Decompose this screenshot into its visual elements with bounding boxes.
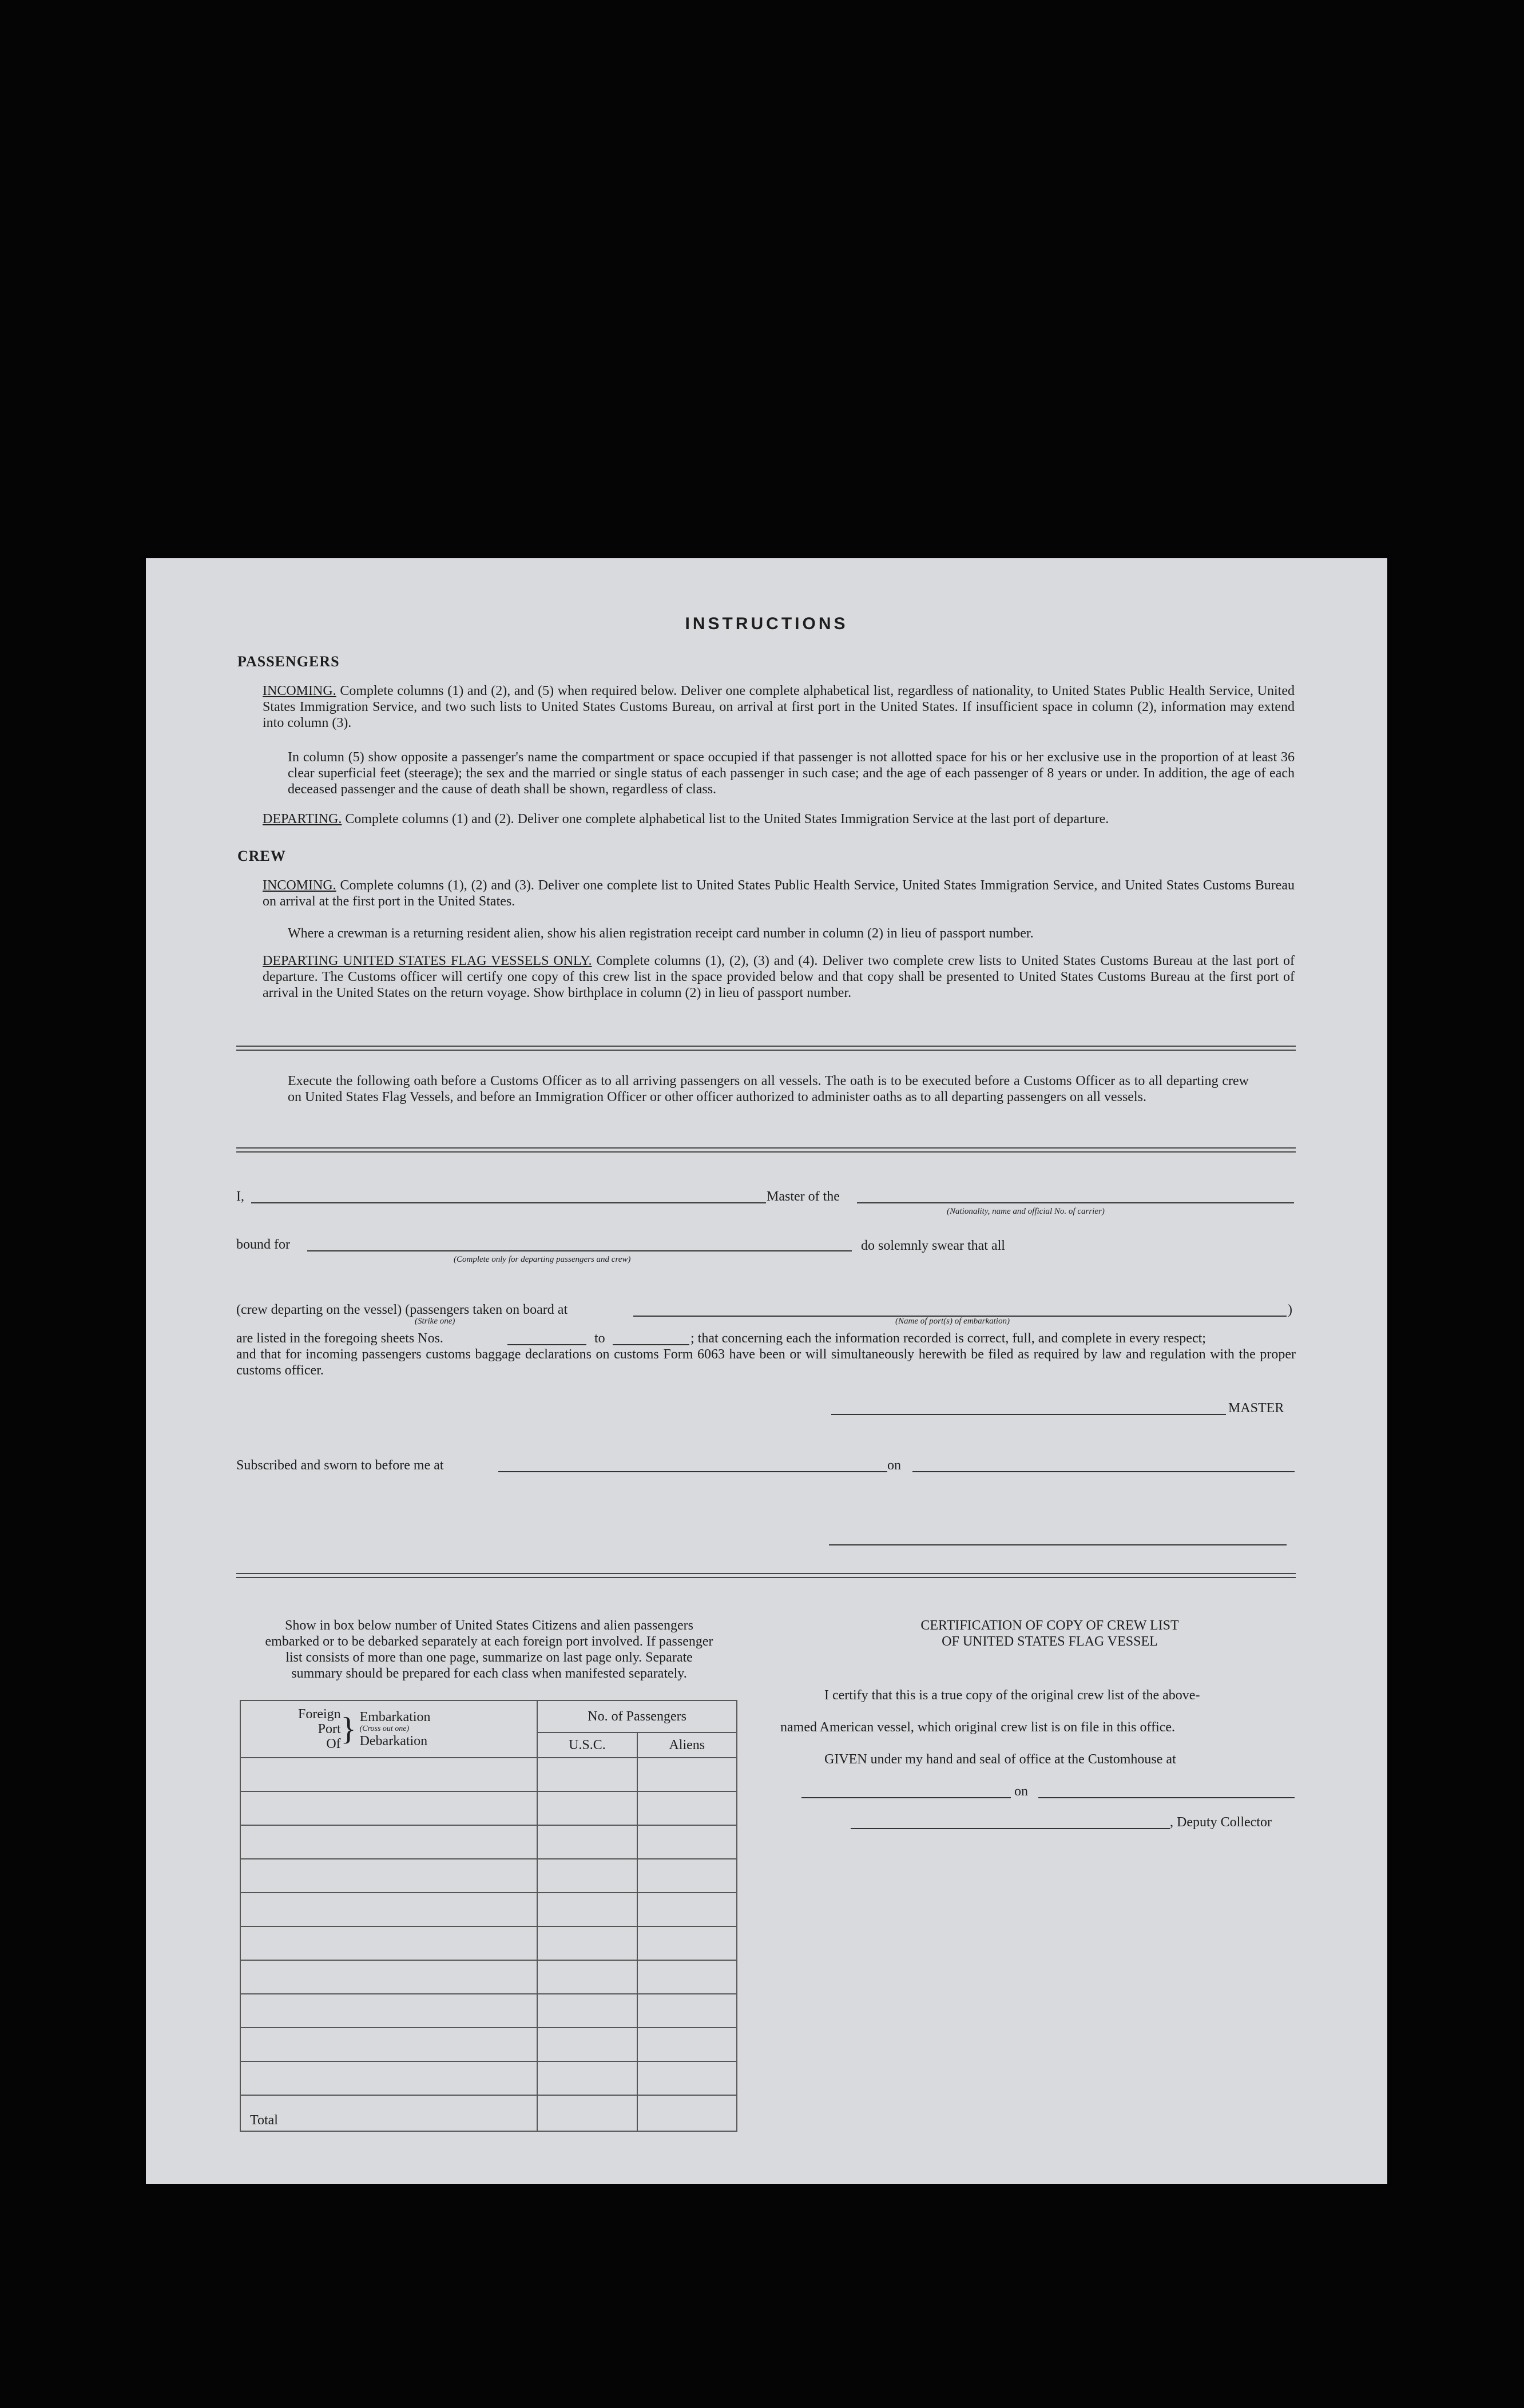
divider [236,1147,1296,1153]
usc-cell[interactable] [537,2061,637,2095]
form-page [146,558,1387,2184]
aliens-cell[interactable] [637,1791,737,1825]
oath-i-label: I, [236,1189,244,1204]
carrier-note: (Nationality, name and official No. of carrier) [947,1207,1105,1216]
sheet-to-field[interactable] [613,1329,689,1345]
table-row [240,2028,737,2061]
port-cell[interactable] [240,1994,537,2028]
usc-total-cell[interactable] [537,2095,637,2131]
divider [236,1046,1296,1051]
certification-text-3: GIVEN under my hand and seal of office at the Customhouse at [824,1752,1176,1767]
usc-cell[interactable] [537,1926,637,1960]
usc-cell[interactable] [537,1994,637,2028]
table-row [240,1994,737,2028]
port-cell[interactable] [240,1859,537,1893]
foreign-label: Foreign [298,1707,341,1722]
oath-on-label: on [887,1458,901,1473]
port-label: Port [318,1722,341,1737]
port-cell[interactable] [240,1791,537,1825]
passengers-incoming-text: Complete columns (1) and (2), and (5) when required below. Deliver one complete alphabetical list, regardless of nationality, to United States Public Health Service, United States Immigration Service, and two such lists to United States Customs Bureau, on arrival at first port in the United States. If insufficient space in column (2), information may extend into column (3). [263,684,1295,730]
certification-on-label: on [1014,1784,1028,1799]
table-row [240,1859,737,1893]
certification-heading-2: OF UNITED STATES FLAG VESSEL [942,1634,1158,1649]
port-cell[interactable] [240,2028,537,2061]
table-row [240,1758,737,1791]
port-cell[interactable] [240,1893,537,1926]
passengers-departing-text: Complete columns (1) and (2). Deliver one complete alphabetical list to the United States Immigration Service at the last port of departure. [345,812,1109,826]
port-cell[interactable] [240,1960,537,1994]
certification-text-2: named American vessel, which original crew list is on file in this office. [780,1720,1176,1735]
oath-listed-b: ; that concerning each the information recorded is correct, full, and complete in every respect; [690,1331,1206,1346]
master-signature-field[interactable] [831,1399,1226,1415]
deputy-label: , Deputy Collector [1170,1815,1272,1830]
embarkation-label: Embarkation [359,1710,431,1724]
of-label: Of [326,1737,341,1751]
embarkation-port-field[interactable] [633,1301,1287,1317]
certification-date-field[interactable] [1038,1782,1295,1798]
crew-departing-text: Complete columns (1), (2), (3) and (4). Deliver two complete crew lists to United States Customs Bureau at the last port of departure. The Customs officer will certify one copy of this crew list in the space provided below and that copy shall be presented to United States Customs Bureau at the first port of arrival in the United States on the return voyage. Show birthplace in column (2) in lieu of passport number. [263,953,1295,1000]
summary-text: Show in box below number of United States Citizens and alien passengers embarked or to be debarked separately at each foreign port involved. If passenger list consists of more than one page, summarize on last page only. Separate summary should be prepared for each class when manifested separately. [265,1618,713,1681]
passengers-departing-lead: DEPARTING. [263,812,342,826]
no-passengers-header: No. of Passengers [537,1700,737,1733]
aliens-cell[interactable] [637,2028,737,2061]
passengers-incoming [263,683,1295,731]
usc-cell[interactable] [537,1960,637,1994]
port-header [240,1700,537,1758]
certification-text-1: I certify that this is a true copy of the original crew list of the above- [824,1688,1200,1703]
table-row [240,1825,737,1859]
certification-heading-1: CERTIFICATION OF COPY OF CREW LIST [920,1618,1179,1633]
crew-resident: Where a crewman is a returning resident alien, show his alien registration receipt card number in column (2) in lieu of passport number. [288,926,1034,941]
port-cell[interactable] [240,1758,537,1791]
oath-subscribed: Subscribed and sworn to before me at [236,1458,444,1473]
table-row [240,1960,737,1994]
oath-listed-a: are listed in the foregoing sheets Nos. [236,1331,443,1346]
usc-cell[interactable] [537,2028,637,2061]
usc-cell[interactable] [537,1825,637,1859]
table-row [240,1926,737,1960]
table-row [240,1893,737,1926]
oath-intro: Execute the following oath before a Customs Officer as to all arriving passengers on all vessels. The oath is to be executed before a Customs Officer as to all departing crew on United States Flag Vessels, and before an Immigration Officer or other officer authorized to administer oaths as to all departing passengers on all vessels. [288,1074,1249,1104]
aliens-cell[interactable] [637,2061,737,2095]
crew-departing-lead: DEPARTING UNITED STATES FLAG VESSELS ONLY. [263,953,592,968]
crew-heading: CREW [237,848,286,864]
passenger-summary-table [240,1700,737,2132]
officer-signature-field[interactable] [829,1529,1287,1545]
debarkation-label: Debarkation [359,1734,428,1749]
carrier-field[interactable] [857,1187,1294,1203]
usc-cell[interactable] [537,1791,637,1825]
brace-icon: } [340,1711,356,1747]
aliens-cell[interactable] [637,1960,737,1994]
bound-note: (Complete only for departing passengers and crew) [454,1255,631,1264]
oath-listed-c: and that for incoming passengers customs baggage declarations on customs Form 6063 have been or will simultaneously herewith be filed as required by law and regulation with the proper customs officer. [236,1347,1296,1378]
crew-incoming [263,877,1295,909]
crew-departing [263,953,1295,1001]
passengers-departing [263,811,1295,827]
crew-incoming-lead: INCOMING. [263,878,336,893]
deputy-signature-field[interactable] [851,1813,1170,1829]
aliens-header: Aliens [637,1733,737,1758]
aliens-cell[interactable] [637,1859,737,1893]
total-row [240,2095,737,2131]
port-cell[interactable] [240,1825,537,1859]
aliens-cell[interactable] [637,1994,737,2028]
port-cell[interactable] [240,2061,537,2095]
master-label: MASTER [1228,1401,1284,1416]
customhouse-field[interactable] [801,1782,1011,1798]
aliens-total-cell[interactable] [637,2095,737,2131]
usc-cell[interactable] [537,1893,637,1926]
crew-incoming-text: Complete columns (1), (2) and (3). Deliver one complete list to United States Public Health Service, United States Immigration Service, and United States Customs Bureau on arrival at the first port in the United States. [263,878,1295,909]
ports-note: (Name of port(s) of embarkation) [895,1317,1010,1326]
aliens-cell[interactable] [637,1893,737,1926]
passengers-column5: In column (5) show opposite a passenger's name the compartment or space occupied if that passenger is not allotted space for his or her exclusive use in the proportion of at least 36 clear superficial feet (steerage); the sex and the married or single status of each passenger in such case; and the age of each passenger of 8 years or under. In addition, the age of each deceased passenger and the cause of death shall be shown, regardless of class. [288,750,1295,797]
table-row [240,2061,737,2095]
close-paren: ) [1288,1302,1292,1317]
oath-bound-for: bound for [236,1237,290,1252]
table-row [240,1791,737,1825]
destination-field[interactable] [307,1235,852,1251]
oath-master-of: Master of the [767,1189,840,1204]
aliens-cell[interactable] [637,1758,737,1791]
divider [236,1573,1296,1578]
port-cell[interactable] [240,1926,537,1960]
master-name-field[interactable] [251,1187,766,1203]
page-title: INSTRUCTIONS [685,614,848,633]
passengers-heading: PASSENGERS [237,653,340,670]
passengers-incoming-lead: INCOMING. [263,684,336,698]
aliens-cell[interactable] [637,1825,737,1859]
sworn-date-field[interactable] [912,1456,1295,1472]
usc-cell[interactable] [537,1758,637,1791]
oath-listed-to: to [594,1331,605,1346]
sheet-from-field[interactable] [507,1329,586,1345]
sworn-place-field[interactable] [498,1456,887,1472]
strike-note: (Strike one) [415,1317,455,1326]
aliens-cell[interactable] [637,1926,737,1960]
usc-cell[interactable] [537,1859,637,1893]
usc-header: U.S.C. [537,1733,637,1758]
oath-swear: do solemnly swear that all [861,1238,1005,1253]
oath-crew-departing: (crew departing on the vessel) (passengers taken on board at [236,1302,568,1317]
total-label: Total [240,2095,537,2131]
cross-note: (Cross out one) [359,1724,410,1733]
